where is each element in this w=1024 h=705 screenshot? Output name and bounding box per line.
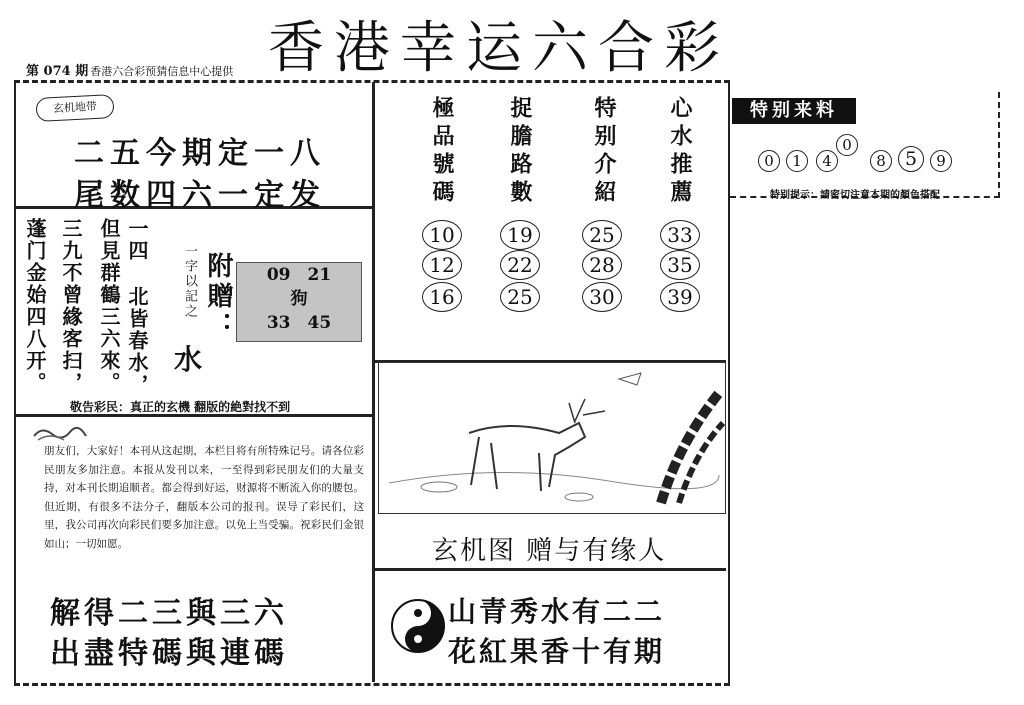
special-digit: 0 [758, 150, 780, 172]
gift-label: 附贈： [203, 252, 233, 342]
grid-number: 28 [582, 250, 622, 280]
special-digit: 4 [816, 150, 838, 172]
prediction-line-2: 尾数四六一定发 [74, 178, 326, 213]
poem-col-2: 北皆春水， [125, 286, 149, 396]
grid-number: 19 [500, 220, 540, 250]
gift-small-label: 一字以記之 [182, 244, 197, 319]
grid-header-4: 心水推薦 [667, 96, 693, 208]
grid-number: 25 [500, 282, 540, 312]
right-divider-2 [374, 568, 726, 571]
bottom-right-line-1: 山青秀水有二二 [448, 595, 666, 628]
gift-row-1: 09 21 [266, 265, 332, 285]
grid-header-3: 特别介紹 [591, 96, 617, 208]
special-title: 特别来料 [732, 98, 856, 124]
poem-col-3: 但見群鶴三六來。 [97, 218, 121, 394]
page-title: 香港幸运六合彩 [268, 16, 730, 81]
grid-number: 39 [660, 282, 700, 312]
center-divider [372, 82, 375, 682]
grid-number: 12 [422, 250, 462, 280]
grid-number: 30 [582, 282, 622, 312]
poem-col-5: 蓬门金始四八开。 [23, 218, 47, 394]
special-digit: 5 [898, 146, 924, 172]
zone-badge: 玄机地带 [35, 94, 114, 122]
yin-yang-icon [390, 598, 446, 654]
gift-row-2: 狗 [290, 289, 308, 309]
grid-header-2: 捉膽路數 [507, 96, 533, 208]
grid-number: 35 [660, 250, 700, 280]
bottom-left-line-2: 出盡特碼與連碼 [50, 636, 288, 671]
prediction-line-1: 二五今期定一八 [74, 136, 326, 171]
issue-number: 第 074 期 [26, 64, 89, 79]
grid-header-1: 極品號碼 [429, 96, 455, 208]
deer-illustration [378, 362, 726, 514]
grid-number: 10 [422, 220, 462, 250]
gift-answer: 水 [174, 343, 203, 376]
bottom-left-line-1: 解得二三與三六 [50, 596, 288, 631]
gift-box [236, 262, 362, 342]
special-digit: 8 [870, 150, 892, 172]
poem-col-4: 三九不曾緣客扫， [59, 218, 83, 394]
special-digit: 0 [836, 134, 858, 156]
grid-number: 33 [660, 220, 700, 250]
special-digit: 9 [930, 150, 952, 172]
picture-caption: 玄机图 赠与有缘人 [432, 536, 667, 566]
issue-source: 香港六合彩预猜信息中心提供 [90, 65, 234, 78]
special-digit: 1 [786, 150, 808, 172]
issue-label [26, 60, 233, 79]
grid-number: 16 [422, 282, 462, 312]
warning-text: 敬告彩民：真正的玄機 翻版的絶對找不到 [70, 400, 291, 414]
grid-number: 25 [582, 220, 622, 250]
gift-row-3: 33 45 [266, 313, 332, 333]
poem-col-1: 一四 [125, 218, 149, 262]
grid-number: 22 [500, 250, 540, 280]
bottom-right-line-2: 花紅果香十有期 [448, 635, 666, 668]
letter-text: 朋友们，大家好！本刊从这起期，本栏目将有所特殊记号。请各位彩民朋友多加注意。本报从发刊以来，一至得到彩民朋友们的大量支持，对本刊长期追顺者。都会得到好运，财源将不断流入你的腰包。但近期，有很多不法分子，翻版本公司的报刊。误导了彩民们，这里，我公司再次向彩民们要多加注意。以免上当受骗。祝彩民们金银如山；一切如愿。 [44, 445, 364, 550]
special-hint: 特别提示：請密切注意本期的顏色搭配 [770, 190, 940, 201]
